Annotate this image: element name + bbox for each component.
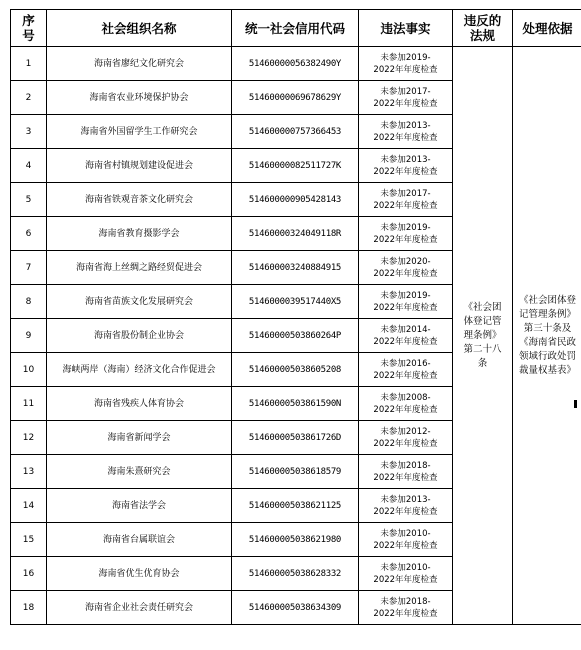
violation-fact-line: 2022年年度检查: [373, 302, 438, 313]
violation-fact: [359, 319, 453, 353]
credit-code: 51460000503861726D: [232, 421, 359, 455]
credit-code: 51460000324049118R: [232, 217, 359, 251]
violation-fact-line: 2022年年度检查: [373, 506, 438, 517]
violation-fact-line: 未参加2013-: [380, 120, 431, 131]
violation-fact-line: 2022年年度检查: [373, 200, 438, 211]
row-number: 15: [11, 523, 47, 557]
credit-code: 514600000905428143: [232, 183, 359, 217]
page-edge-mark: [574, 400, 577, 408]
header-code: 统一社会信用代码: [232, 10, 359, 47]
violation-fact-line: 2022年年度检查: [373, 540, 438, 551]
violation-fact: [359, 251, 453, 285]
organization-name: 海南省台属联谊会: [47, 523, 232, 557]
credit-code: 51460000082511727K: [232, 149, 359, 183]
credit-code: 51460000503860264P: [232, 319, 359, 353]
organization-name: 海南省新闻学会: [47, 421, 232, 455]
violation-fact: [359, 183, 453, 217]
violation-fact-line: 2022年年度检查: [373, 574, 438, 585]
violation-fact: [359, 285, 453, 319]
row-number: 11: [11, 387, 47, 421]
violation-fact-line: 未参加2018-: [380, 460, 431, 471]
violation-fact-line: 2022年年度检查: [373, 64, 438, 75]
violation-fact-line: 2022年年度检查: [373, 234, 438, 245]
violation-fact: [359, 387, 453, 421]
credit-code: 514600005038621980: [232, 523, 359, 557]
header-law: 违反的法规: [453, 10, 513, 47]
row-number: 18: [11, 591, 47, 625]
violation-fact-line: 未参加2019-: [380, 52, 431, 63]
violation-fact-line: 未参加2013-: [380, 154, 431, 165]
credit-code: 514600005038628332: [232, 557, 359, 591]
violation-fact: [359, 217, 453, 251]
row-number: 2: [11, 81, 47, 115]
violation-fact-line: 2022年年度检查: [373, 166, 438, 177]
organization-name: 海南朱熹研究会: [47, 455, 232, 489]
violation-fact-line: 未参加2012-: [380, 426, 431, 437]
credit-code: 514600003240884915: [232, 251, 359, 285]
violation-fact: [359, 47, 453, 81]
organization-name: 海南省残疾人体育协会: [47, 387, 232, 421]
header-fact: 违法事实: [359, 10, 453, 47]
violation-table: [10, 9, 581, 625]
violation-fact: [359, 557, 453, 591]
organization-name: 海南省铁观音茶文化研究会: [47, 183, 232, 217]
violation-fact: [359, 149, 453, 183]
violation-fact-line: 2022年年度检查: [373, 472, 438, 483]
credit-code: 514600005038621125: [232, 489, 359, 523]
header-no: 序号: [11, 10, 47, 47]
violation-fact: [359, 115, 453, 149]
organization-name: 海南省农业环境保护协会: [47, 81, 232, 115]
violation-fact: [359, 421, 453, 455]
credit-code: 514600005038618579: [232, 455, 359, 489]
organization-name: 海南省教育摄影学会: [47, 217, 232, 251]
violation-fact-line: 未参加2014-: [380, 324, 431, 335]
violation-fact-line: 2022年年度检查: [373, 336, 438, 347]
violation-fact: [359, 353, 453, 387]
row-number: 10: [11, 353, 47, 387]
organization-name: 海南省海上丝绸之路经贸促进会: [47, 251, 232, 285]
violation-fact-line: 2022年年度检查: [373, 370, 438, 381]
credit-code: 51460000503861590N: [232, 387, 359, 421]
violation-fact-line: 未参加2017-: [380, 188, 431, 199]
organization-name: 海南省苗族文化发展研究会: [47, 285, 232, 319]
credit-code: 514600005038634309: [232, 591, 359, 625]
organization-name: 海南省优生优育协会: [47, 557, 232, 591]
violation-fact-line: 未参加2020-: [380, 256, 431, 267]
table-row: [11, 47, 581, 81]
organization-name: 海南省村镇规划建设促进会: [47, 149, 232, 183]
violation-fact-line: 未参加2019-: [380, 222, 431, 233]
violation-fact-line: 未参加2008-: [380, 392, 431, 403]
organization-name: 海峡两岸（海南）经济文化合作促进会: [47, 353, 232, 387]
violation-fact: [359, 455, 453, 489]
violation-fact-line: 未参加2013-: [380, 494, 431, 505]
row-number: 7: [11, 251, 47, 285]
organization-name: 海南省股份制企业协会: [47, 319, 232, 353]
row-number: 6: [11, 217, 47, 251]
violation-fact: [359, 489, 453, 523]
row-number: 13: [11, 455, 47, 489]
row-number: 14: [11, 489, 47, 523]
violation-fact-line: 2022年年度检查: [373, 438, 438, 449]
row-number: 1: [11, 47, 47, 81]
violation-fact-line: 2022年年度检查: [373, 132, 438, 143]
credit-code: 51460000395174​40X5: [232, 285, 359, 319]
violation-fact: [359, 523, 453, 557]
credit-code: 51460000069678629Y: [232, 81, 359, 115]
credit-code: 514600000757366453: [232, 115, 359, 149]
row-number: 8: [11, 285, 47, 319]
violation-fact-line: 未参加2010-: [380, 528, 431, 539]
credit-code: 51460000056382490Y: [232, 47, 359, 81]
violated-regulation: 《社会团体登记管理条例》第二十八条: [453, 47, 513, 625]
violation-fact-line: 2022年年度检查: [373, 608, 438, 619]
row-number: 5: [11, 183, 47, 217]
violation-fact-line: 未参加2017-: [380, 86, 431, 97]
violation-fact-line: 2022年年度检查: [373, 268, 438, 279]
violation-fact-line: 未参加2010-: [380, 562, 431, 573]
violation-fact: [359, 81, 453, 115]
row-number: 12: [11, 421, 47, 455]
violation-fact-line: 未参加2019-: [380, 290, 431, 301]
handling-basis: 《社会团体登记管理条例》第三十条及《海南省民政领域行政处罚裁量权基表》: [513, 47, 581, 625]
header-name: 社会组织名称: [47, 10, 232, 47]
organization-name: 海南省外国留学生工作研究会: [47, 115, 232, 149]
row-number: 4: [11, 149, 47, 183]
violation-fact-line: 2022年年度检查: [373, 404, 438, 415]
violation-fact-line: 未参加2018-: [380, 596, 431, 607]
header-row: [11, 10, 581, 47]
organization-name: 海南省法学会: [47, 489, 232, 523]
row-number: 3: [11, 115, 47, 149]
violation-fact-line: 未参加2016-: [380, 358, 431, 369]
organization-name: 海南省企业社会责任研究会: [47, 591, 232, 625]
credit-code: 514600005038605208: [232, 353, 359, 387]
violation-fact: [359, 591, 453, 625]
header-basis: 处理依据: [513, 10, 581, 47]
violation-fact-line: 2022年年度检查: [373, 98, 438, 109]
row-number: 16: [11, 557, 47, 591]
row-number: 9: [11, 319, 47, 353]
organization-name: 海南省廖纪文化研究会: [47, 47, 232, 81]
